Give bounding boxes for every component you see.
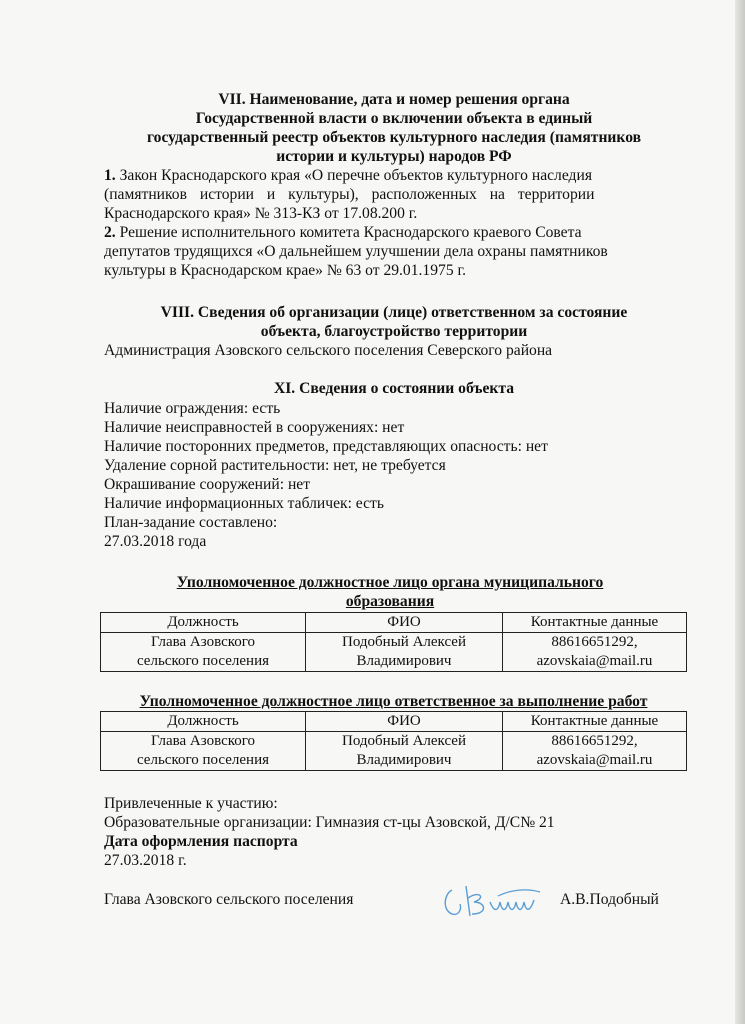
item-1-line: Закон Краснодарского края «О перечне объектов культурного наследия	[119, 167, 592, 184]
column-header: ФИО	[306, 613, 503, 633]
section-vii-title-line: истории и культуры) народов РФ	[276, 148, 512, 165]
table-cell-contacts: 88616651292, azovskaia@mail.ru	[503, 732, 687, 771]
state-line: Наличие неисправностей в сооружениях: нет	[104, 419, 405, 436]
section-vii-title-line: Государственной власти о включении объекта в единый	[195, 110, 593, 127]
section-vii-title-line: государственный реестр объектов культурного наследия (памятников	[146, 129, 642, 146]
state-line: Наличие информационных табличек: есть	[104, 495, 384, 512]
table-header-row	[101, 613, 687, 633]
column-header: Должность	[101, 613, 306, 633]
footer-block	[104, 794, 684, 870]
handwritten-signature	[440, 872, 560, 932]
section-xi-list	[104, 399, 684, 551]
item-2-number: 2.	[104, 224, 116, 241]
item-2-line: депутатов трудящихся «О дальнейшем улучшении дела охраны памятников	[104, 243, 608, 260]
state-line: Наличие ограждения: есть	[104, 400, 281, 417]
column-header: Контактные данные	[503, 712, 687, 732]
item-1-number: 1.	[104, 167, 116, 184]
state-line: Наличие посторонних предметов, представляющих опасность: нет	[104, 438, 548, 455]
section-vii-item-2	[104, 223, 684, 280]
item-2-line: Решение исполнительного комитета Краснодарского краевого Совета	[119, 224, 582, 241]
section-viii-title-line: объекта, благоустройство территории	[260, 323, 528, 340]
state-line: 27.03.2018 года	[104, 533, 207, 550]
table-header-row	[101, 712, 687, 732]
table-1-title-line: Уполномоченное должностное лицо органа муниципального	[176, 574, 604, 591]
table-cell-position: Глава Азовского сельского поселения	[101, 633, 306, 672]
section-viii-title-line: VIII. Сведения об организации (лице) ответственном за состояние	[160, 304, 628, 321]
table-1-title-line: образования	[345, 593, 435, 610]
scan-edge-shadow	[735, 0, 745, 1024]
works-official-table	[100, 711, 687, 771]
table-1-title	[120, 573, 660, 611]
table-cell-name: Подобный Алексей Владимирович	[306, 633, 503, 672]
item-1-line: Краснодарского края» № 313-КЗ от 17.08.200 г.	[104, 205, 418, 222]
table-cell-position: Глава Азовского сельского поселения	[101, 732, 306, 771]
state-line: План-задание составлено:	[104, 514, 278, 531]
state-line: Окрашивание сооружений: нет	[104, 476, 311, 493]
item-1-line: (памятников истории и культуры), расположенных на территории	[104, 186, 595, 203]
section-viii-title	[104, 303, 684, 341]
participants-text: Образовательные организации: Гимназия ст-цы Азовской, Д/С№ 21	[104, 814, 555, 831]
participants-label: Привлеченные к участию:	[104, 795, 278, 812]
passport-date: 27.03.2018 г.	[104, 852, 187, 869]
signer-name: А.В.Подобный	[560, 891, 659, 908]
table-cell-name: Подобный Алексей Владимирович	[306, 732, 503, 771]
passport-date-label: Дата оформления паспорта	[104, 833, 298, 850]
item-2-line: культуры в Краснодарском крае» № 63 от 29.01.1975 г.	[104, 262, 467, 279]
table-2-title: Уполномоченное должностное лицо ответственное за выполнение работ	[139, 693, 648, 710]
section-viii-text: Администрация Азовского сельского поселения Северского района	[104, 342, 553, 359]
table-cell-contacts: 88616651292, azovskaia@mail.ru	[503, 633, 687, 672]
state-line: Удаление сорной растительности: нет, не требуется	[104, 457, 446, 474]
column-header: ФИО	[306, 712, 503, 732]
section-vii-title	[104, 90, 684, 166]
column-header: Контактные данные	[503, 613, 687, 633]
table-row	[101, 732, 687, 771]
signer-title: Глава Азовского сельского поселения	[104, 891, 354, 908]
table-row	[101, 633, 687, 672]
section-xi-title: XI. Сведения о состоянии объекта	[273, 380, 515, 397]
responsible-official-table	[100, 612, 687, 672]
section-vii-item-1	[104, 166, 684, 223]
section-vii-title-line: VII. Наименование, дата и номер решения органа	[218, 91, 570, 108]
column-header: Должность	[101, 712, 306, 732]
